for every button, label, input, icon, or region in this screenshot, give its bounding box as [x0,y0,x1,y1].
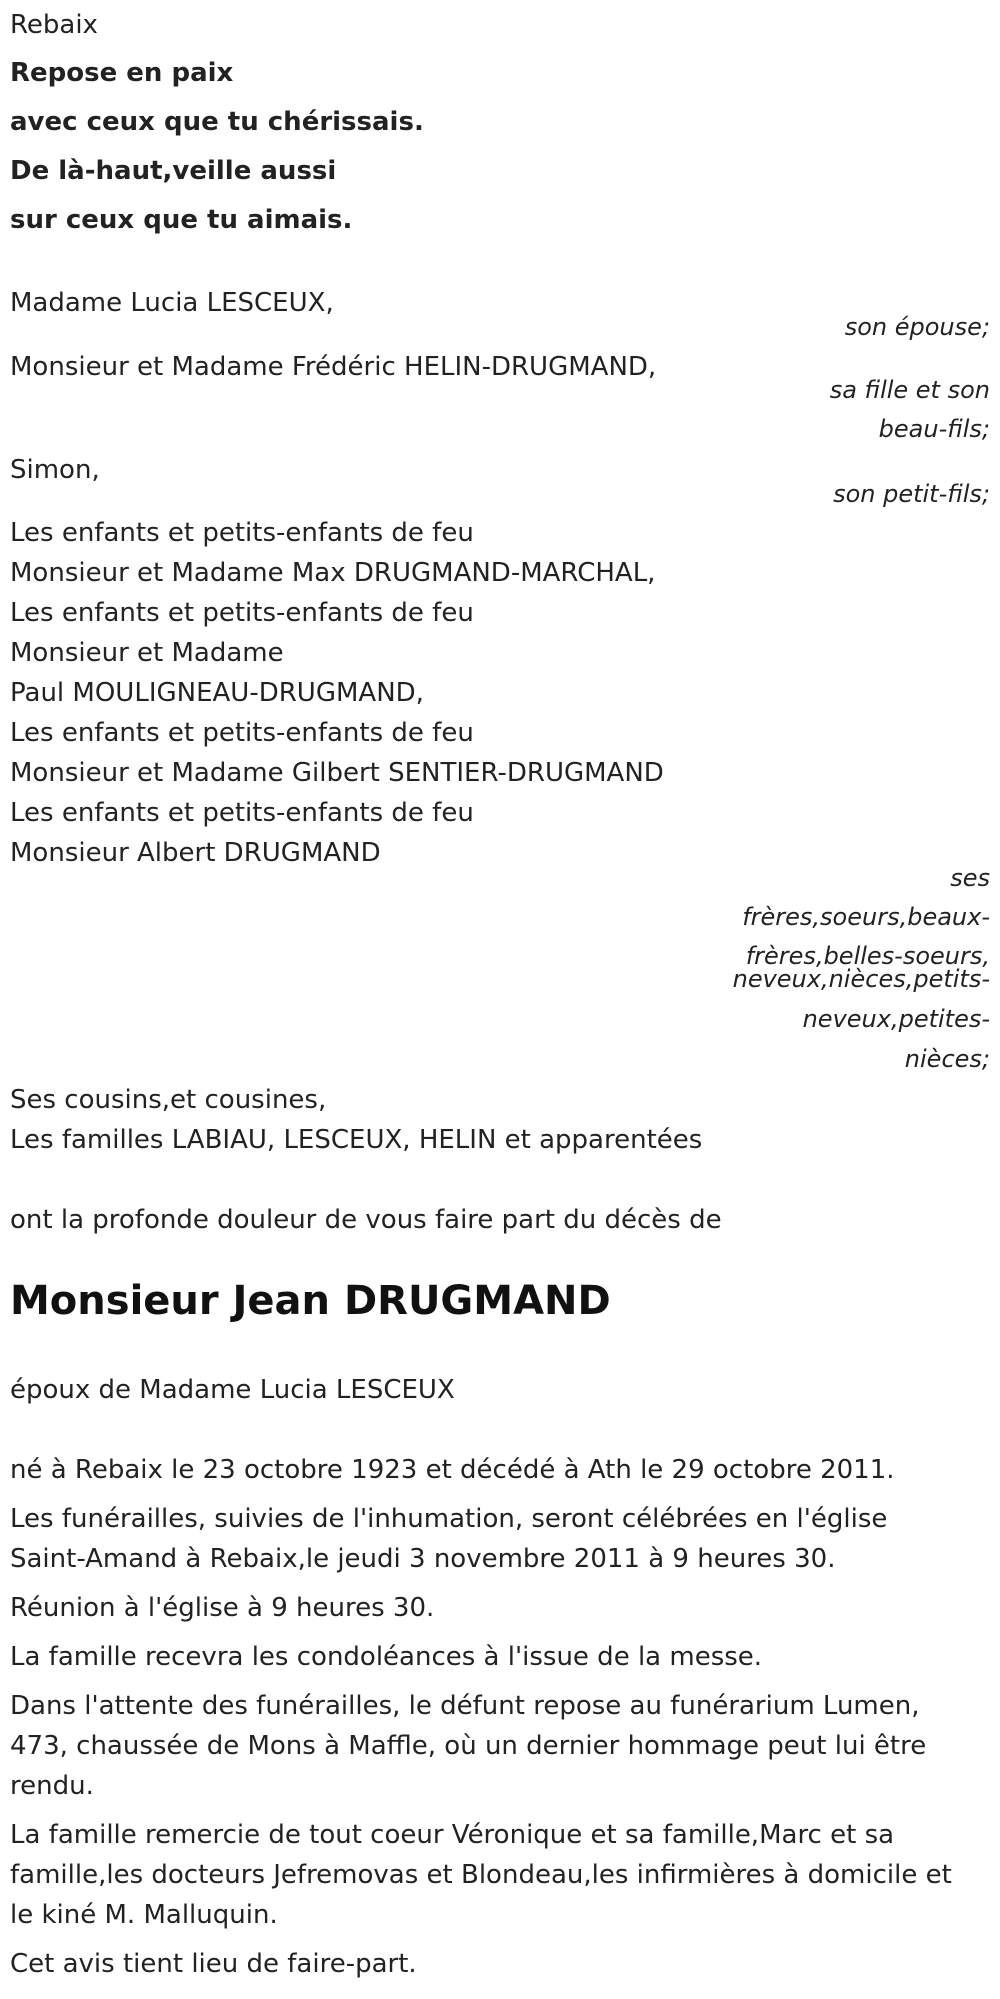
siblings-line-6: Les enfants et petits-enfants de feu [10,718,474,748]
funerarium-line-2: 473, chaussée de Mons à Maffle, où un dernier hommage peut lui être [10,1731,927,1761]
siblings-relation-line-4: neveux,nièces,petits- [732,965,990,993]
daughter-relation-line-1: sa fille et son [829,376,990,404]
siblings-line-5: Paul MOULIGNEAU-DRUGMAND, [10,678,424,708]
condolences-line: La famille recevra les condoléances à l'issue de la messe. [10,1642,763,1672]
verse-line-4: sur ceux que tu aimais. [10,205,353,235]
siblings-relation-line-2: frères,soeurs,beaux- [742,903,990,931]
spouse-relation: son épouse; [844,313,990,341]
siblings-line-2: Monsieur et Madame Max DRUGMAND-MARCHAL, [10,558,656,588]
siblings-line-8: Les enfants et petits-enfants de feu [10,798,474,828]
families-line: Les familles LABIAU, LESCEUX, HELIN et apparentées [10,1125,703,1155]
thanks-line-1: La famille remercie de tout coeur Véronique et sa famille,Marc et sa [10,1820,895,1850]
announcement-line: ont la profonde douleur de vous faire part du décès de [10,1205,722,1235]
siblings-relation-line-1: ses [950,864,990,892]
cousins-line: Ses cousins,et cousines, [10,1085,327,1115]
spouse-of-line: époux de Madame Lucia LESCEUX [10,1375,455,1405]
spouse-name: Madame Lucia LESCEUX, [10,288,334,318]
notice-line: Cet avis tient lieu de faire-part. [10,1949,417,1979]
funerarium-line-1: Dans l'attente des funérailles, le défunt repose au funérarium Lumen, [10,1691,920,1721]
siblings-line-1: Les enfants et petits-enfants de feu [10,518,474,548]
siblings-line-9: Monsieur Albert DRUGMAND [10,838,381,868]
grandson-name: Simon, [10,455,100,485]
grandson-relation: son petit-fils; [833,480,990,508]
siblings-line-4: Monsieur et Madame [10,638,284,668]
siblings-relation-line-3: frères,belles-soeurs, [745,942,990,970]
deceased-name: Monsieur Jean DRUGMAND [10,1278,611,1324]
verse-line-2: avec ceux que tu chérissais. [10,107,424,137]
birth-death-line: né à Rebaix le 23 octobre 1923 et décédé à Ath le 29 octobre 2011. [10,1455,895,1485]
thanks-line-2: famille,les docteurs Jefremovas et Blondeau,les infirmières à domicile et [10,1860,952,1890]
funerarium-line-3: rendu. [10,1771,94,1801]
funeral-line-2: Saint-Amand à Rebaix,le jeudi 3 novembre 2011 à 9 heures 30. [10,1544,836,1574]
siblings-line-7: Monsieur et Madame Gilbert SENTIER-DRUGMAND [10,758,664,788]
daughter-name: Monsieur et Madame Frédéric HELIN-DRUGMAND, [10,352,657,382]
daughter-relation-line-2: beau-fils; [878,415,990,443]
place-name: Rebaix [10,10,98,40]
funeral-line-1: Les funérailles, suivies de l'inhumation, seront célébrées en l'église [10,1504,888,1534]
siblings-relation-line-6: nièces; [904,1045,990,1073]
meeting-line: Réunion à l'église à 9 heures 30. [10,1593,435,1623]
siblings-line-3: Les enfants et petits-enfants de feu [10,598,474,628]
verse-line-3: De là-haut,veille aussi [10,156,337,186]
verse-line-1: Repose en paix [10,58,234,88]
siblings-relation-line-5: neveux,petites- [802,1005,990,1033]
thanks-line-3: le kiné M. Malluquin. [10,1900,278,1930]
